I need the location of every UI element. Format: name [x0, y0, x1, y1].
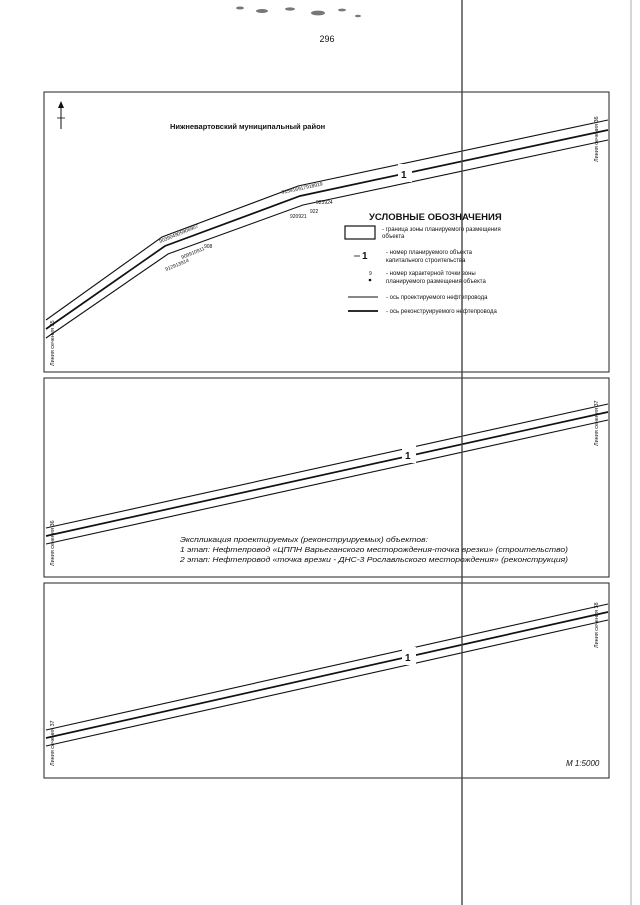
zone-boundary-bottom	[46, 140, 608, 338]
legend-item-text: планируемого размещения объекта	[386, 279, 486, 285]
legend-item-text: - номер планируемого объекта	[386, 250, 472, 256]
match-line-right: Линия сечения 37	[594, 400, 600, 446]
scan-noise	[236, 7, 361, 18]
explication	[179, 535, 569, 564]
map-panel-3	[44, 583, 609, 778]
legend-item-text: - ось реконструируемого нефтепровода	[386, 309, 497, 315]
explication-stage-2: 2 этап: Нефтепровод «точка врезки - ДНС-3 Рославльского месторождения» (реконструкция)	[178, 555, 569, 564]
north-arrow-icon	[57, 101, 65, 129]
legend-title: УСЛОВНЫЕ ОБОЗНАЧЕНИЯ	[369, 212, 502, 223]
legend-item-text: - граница зоны планируемого размещения	[382, 227, 501, 233]
panel-1-frame	[44, 92, 609, 372]
pipeline-axis	[46, 130, 608, 329]
match-line-right: Линия сечения 38	[594, 602, 600, 648]
explication-heading: Экспликация проектируемых (реконструируемых) объектов:	[180, 535, 428, 544]
legend-zone-boundary-symbol	[345, 226, 375, 239]
map-panel-1	[44, 92, 609, 372]
explication-stage-1: 1 этап: Нефтепровод «ЦППН Варьеганского месторождения-точка врезки» (строительство)	[180, 545, 569, 554]
legend	[345, 212, 502, 315]
page-number: 296	[319, 34, 335, 44]
panel-3-frame	[44, 583, 609, 778]
point-label: 920921	[290, 214, 307, 220]
pipeline-route-1	[46, 120, 608, 338]
map-scale: М 1:5000	[566, 759, 600, 768]
object-number-label: 1	[405, 653, 411, 664]
legend-object-sample: 1	[362, 251, 368, 262]
object-number-label: 1	[405, 451, 411, 462]
legend-item-text: - ось проектируемого нефтепровода	[386, 295, 488, 301]
match-line-right: Линия сечения 36	[594, 116, 600, 162]
point-label: 903904905906907	[158, 223, 200, 245]
legend-item-text: объекта	[382, 234, 405, 240]
legend-item-text: - номер характерной точки зоны	[386, 271, 476, 277]
point-label: 909910911	[180, 246, 206, 261]
map-panel-2	[44, 378, 609, 577]
match-line-left: Линия сечения 35	[50, 320, 56, 366]
pipeline-route-2	[46, 404, 608, 544]
legend-point-sample: 9	[369, 271, 372, 277]
pipeline-axis	[46, 612, 608, 738]
point-label: 922	[310, 209, 319, 215]
point-label: 908	[204, 244, 213, 250]
pipeline-route-3	[46, 604, 608, 746]
match-line-left: Линия сечения 36	[50, 520, 56, 566]
point-label: 912913914	[164, 257, 190, 273]
district-label: Нижневартовский муниципальный район	[170, 122, 326, 131]
point-label: 915916917918919	[281, 181, 324, 196]
zone-boundary-top	[46, 404, 608, 528]
match-line-left: Линия сечения 37	[50, 720, 56, 766]
legend-item-text: капитального строительства	[386, 258, 466, 264]
point-label: 923924	[316, 200, 333, 206]
zone-boundary-top	[46, 604, 608, 730]
zone-boundary-bottom	[46, 420, 608, 544]
zone-boundary-top	[46, 120, 608, 320]
zone-boundary-bottom	[46, 620, 608, 746]
object-number-label: 1	[401, 170, 407, 181]
pipeline-axis	[46, 412, 608, 536]
legend-point-symbol	[369, 279, 372, 282]
